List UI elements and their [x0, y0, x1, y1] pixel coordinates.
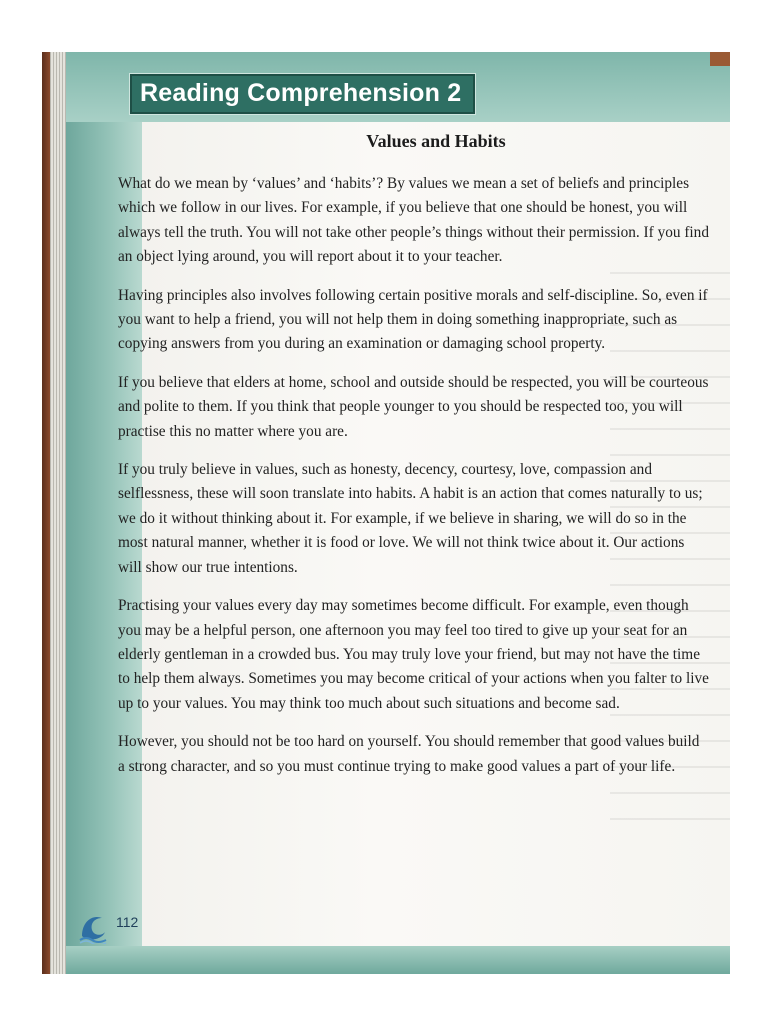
paragraph: If you believe that elders at home, school and outside should be respected, you will be courteous and polite to them. If you think that people younger to you should be respected too, you will practise this no matter where you are. [118, 373, 709, 440]
book-page-photo [42, 52, 730, 974]
paragraph: If you truly believe in values, such as honesty, decency, courtesy, love, compassion and selflessness, these will soon translate into habits. A habit is an action that comes naturally to us; we do it without thinking about it. For example, if we believe in sharing, we will do so in the most natural manner, whether it is food or love. We will not think twice about it. Our actions will show our true intentions. [118, 461, 703, 576]
page-edges [50, 52, 66, 974]
article-body [118, 172, 710, 793]
table-corner [710, 52, 730, 66]
book-spine [42, 52, 50, 974]
page-footer-band [66, 946, 730, 974]
paragraph: However, you should not be too hard on yourself. You should remember that good values build a strong character, and so you must continue trying to make good values a part of your life. [118, 733, 700, 775]
paragraph: Practising your values every day may sometimes become difficult. For example, even though you may be a helpful person, one afternoon you may feel too tired to give up your seat for an elderly gentleman in a crowded bus. You may truly love your friend, but may not have the time to help them always. Sometimes you may become critical of your actions when you falter to live up to your values. You may think too much about such situations and become sad. [118, 597, 709, 712]
paragraph: Having principles also involves following certain positive morals and self-discipline. So, even if you want to help a friend, you will not help them in doing something inappropriate, such as copying answers from you during an examination or damaging school property. [118, 286, 708, 353]
page-title: Values and Habits [366, 131, 506, 151]
page-number: 112 [116, 914, 139, 930]
wave-icon [78, 910, 108, 944]
paragraph: What do we mean by ‘values’ and ‘habits’? By values we mean a set of beliefs and principles which we follow in our lives. For example, if you believe that one should be honest, you will always tell the truth. You will not take other people’s things without their permission. If you find an object lying around, you will report about it to your teacher. [118, 175, 709, 266]
section-banner: Reading Comprehension 2 [130, 74, 475, 114]
